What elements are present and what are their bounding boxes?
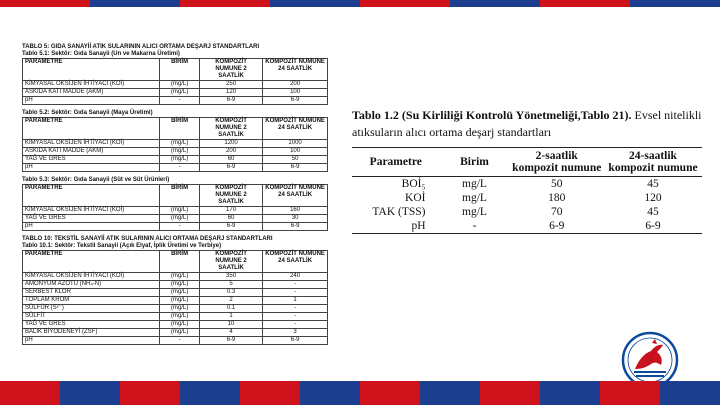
table-header-row (23, 251, 328, 273)
table-5-3 (22, 184, 328, 231)
col-birim: BİRİM (160, 185, 200, 207)
col-2h: KOMPOZİT NUMUNE 2 SAATLİK (199, 185, 262, 207)
cell: (mg/L) (160, 281, 200, 289)
top-stripe-navy (90, 0, 180, 7)
top-stripe-navy (270, 0, 360, 7)
cell: 100 (263, 148, 328, 156)
col-24h: KOMPOZİT NUMUNE 24 SAATLİK (263, 185, 328, 207)
table-row (352, 219, 702, 234)
cell: 6-9 (263, 337, 328, 345)
cell: KOİ (405, 192, 426, 204)
cell: 200 (263, 81, 328, 89)
cell: 60 (199, 156, 262, 164)
table-row (23, 223, 328, 231)
top-stripe-red (540, 0, 630, 7)
col-24h: KOMPOZİT NUMUNE 24 SAATLİK (263, 118, 328, 140)
cell: 6-9 (263, 164, 328, 172)
table-row (23, 337, 328, 345)
cell: KİMYASAL OKSİJEN İHTİYACI (KOİ) (23, 81, 160, 89)
cell: (mg/L) (160, 297, 200, 305)
domestic-wastewater-table (352, 147, 702, 234)
cell: 1000 (263, 140, 328, 148)
cell: 60 (199, 215, 262, 223)
cell: 200 (199, 148, 262, 156)
cell: 180 (548, 192, 566, 204)
table-header-row (23, 59, 328, 81)
cell: - (160, 164, 200, 172)
table-row (23, 281, 328, 289)
cell: - (263, 305, 328, 313)
table-header-row (352, 148, 702, 177)
cell: mg/L (462, 206, 487, 218)
table-row (23, 207, 328, 215)
cell: pH (23, 223, 160, 231)
cell: YAĞ VE GRES (23, 321, 160, 329)
table-row (23, 329, 328, 337)
table52-caption: Tablo 5.2: Sektör: Gıda Sanayii (Maya Üretimi) (22, 110, 153, 116)
bottom-stripe-navy (660, 381, 720, 405)
col-24h: KOMPOZİT NUMUNE 24 SAATLİK (263, 251, 328, 273)
cell: pH (23, 97, 160, 105)
cell: 6-9 (199, 337, 262, 345)
cell: KİMYASAL OKSİJEN İHTİYACI (KOİ) (23, 273, 160, 281)
cell: 240 (263, 273, 328, 281)
cell: 6-9 (263, 223, 328, 231)
table-row (23, 273, 328, 281)
col-2h: KOMPOZİT NUMUNE 2 SAATLİK (199, 59, 262, 81)
bottom-stripe-navy (420, 381, 480, 405)
cell: - (160, 337, 200, 345)
right-title-rest: Evsel nitelikli atıksuların alıcı ortama deşarj standartları (352, 108, 702, 139)
cell: BOİ₅ (401, 178, 426, 190)
table-row (23, 164, 328, 172)
col-birim: BİRİM (160, 251, 200, 273)
table53-caption: Tablo 5.3: Sektör: Gıda Sanayii (Süt ve Süt Ürünleri) (22, 177, 170, 183)
table-5-1 (22, 58, 328, 105)
cell: (mg/L) (160, 289, 200, 297)
table-row (352, 191, 702, 205)
cell: 50 (551, 178, 563, 190)
cell: (mg/L) (160, 89, 200, 97)
cell: (mg/L) (160, 321, 200, 329)
table-10-1 (22, 250, 328, 345)
cell: (mg/L) (160, 81, 200, 89)
top-stripe-navy (630, 0, 720, 7)
top-stripe (0, 0, 720, 7)
cell: 5 (199, 281, 262, 289)
col-parametre: PARAMETRE (23, 118, 160, 140)
cell: 6-9 (604, 219, 702, 234)
cell: 100 (263, 89, 328, 97)
cell: 2 (199, 297, 262, 305)
cell: 350 (199, 273, 262, 281)
cell: mg/L (462, 178, 487, 190)
col-24h: KOMPOZİT NUMUNE 24 SAATLİK (263, 59, 328, 81)
col-birim: BİRİM (160, 118, 200, 140)
table-row (23, 215, 328, 223)
cell: (mg/L) (160, 156, 200, 164)
table-header-row (23, 118, 328, 140)
table-row (23, 97, 328, 105)
bottom-stripe-navy (540, 381, 600, 405)
cell: BALIK BİYODENEYİ (ZSF) (23, 329, 160, 337)
cell: ASKIDA KATI MADDE (AKM) (23, 148, 160, 156)
cell: - (160, 223, 200, 231)
col-parametre: Parametre (352, 148, 440, 177)
cell: 0.1 (199, 305, 262, 313)
bottom-stripe-navy (180, 381, 240, 405)
cell: 30 (263, 215, 328, 223)
cell: - (263, 281, 328, 289)
cell: (mg/L) (160, 140, 200, 148)
top-stripe-red (360, 0, 450, 7)
right-title-bold: Tablo 1.2 (Su Kirliliği Kontrolü Yönetmeliği,Tablo 21). (352, 108, 632, 122)
cell: 160 (263, 207, 328, 215)
bottom-stripe (0, 381, 720, 405)
cell: pH (352, 219, 440, 234)
cell: 6-9 (263, 97, 328, 105)
cell: SÜLFÜR (S²⁻) (23, 305, 160, 313)
cell: 50 (263, 156, 328, 164)
cell: 6-9 (199, 223, 262, 231)
bottom-stripe-red (360, 381, 420, 405)
top-stripe-red (180, 0, 270, 7)
table-row (23, 81, 328, 89)
table10-title: TABLO 10: TEKSTİL SANAYİİ ATIK SULARININ ALICI ORTAMA DEŞARJ STANDARTLARI (22, 236, 273, 242)
cell: (mg/L) (160, 148, 200, 156)
table-row (352, 177, 702, 192)
col-2h: 2-saatlik kompozit numune (510, 148, 605, 177)
table-row (23, 297, 328, 305)
right-table-title (352, 107, 702, 141)
cell: - (263, 289, 328, 297)
top-stripe-navy (450, 0, 540, 7)
cell: 1 (199, 313, 262, 321)
col-2h: KOMPOZİT NUMUNE 2 SAATLİK (199, 251, 262, 273)
cell: - (263, 321, 328, 329)
cell: 6-9 (199, 97, 262, 105)
col-2h: KOMPOZİT NUMUNE 2 SAATLİK (199, 118, 262, 140)
table-5-2 (22, 117, 328, 172)
cell: (mg/L) (160, 305, 200, 313)
logo-wave (636, 375, 664, 377)
cell: (mg/L) (160, 215, 200, 223)
table51-caption: Tablo 5.1: Sektör: Gıda Sanayii (Un ve Makarna Üretimi) (22, 51, 180, 57)
cell: SERBEST KLOR (23, 289, 160, 297)
cell: 6-9 (199, 164, 262, 172)
cell: - (160, 97, 200, 105)
bottom-stripe-red (120, 381, 180, 405)
cell: - (440, 219, 510, 234)
right-standards-block (352, 107, 702, 234)
logo-wave (634, 371, 666, 373)
bottom-stripe-red (0, 381, 60, 405)
cell: AMONYUM AZOTU (NH₄-N) (23, 281, 160, 289)
bottom-stripe-navy (300, 381, 360, 405)
cell: ASKIDA KATI MADDE (AKM) (23, 89, 160, 97)
cell: TOPLAM KROM (23, 297, 160, 305)
cell: 170 (199, 207, 262, 215)
table-row (23, 289, 328, 297)
cell: (mg/L) (160, 207, 200, 215)
cell: TAK (TSS) (372, 206, 426, 218)
bottom-stripe-red (480, 381, 540, 405)
bottom-stripe-navy (60, 381, 120, 405)
cell: YAĞ VE GRES (23, 156, 160, 164)
cell: 45 (647, 178, 659, 190)
cell: - (263, 313, 328, 321)
cell: 120 (644, 192, 662, 204)
cell: (mg/L) (160, 273, 200, 281)
cell: (mg/L) (160, 313, 200, 321)
bottom-stripe-red (240, 381, 300, 405)
cell: 120 (199, 89, 262, 97)
col-birim: BİRİM (160, 59, 200, 81)
table-row (23, 321, 328, 329)
table-row (23, 305, 328, 313)
cell: 45 (647, 206, 659, 218)
table-row (23, 148, 328, 156)
cell: 3 (263, 329, 328, 337)
table-row (23, 89, 328, 97)
cell: YAĞ VE GRES (23, 215, 160, 223)
table-header-row (23, 185, 328, 207)
table-row (23, 313, 328, 321)
cell: SÜLFİT (23, 313, 160, 321)
left-scanned-tables (22, 44, 328, 345)
table5-title: TABLO 5: GIDA SANAYİİ ATIK SULARININ ALICI ORTAMA DEŞARJ STANDARTLARI (22, 44, 260, 50)
cell: KİMYASAL OKSİJEN İHTİYACI (KOİ) (23, 207, 160, 215)
cell: KİMYASAL OKSİJEN İHTİYACI (KOİ) (23, 140, 160, 148)
cell: 250 (199, 81, 262, 89)
cell: 6-9 (510, 219, 605, 234)
cell: 1 (263, 297, 328, 305)
cell: 10 (199, 321, 262, 329)
table-row (352, 205, 702, 219)
col-24h: 24-saatlik kompozit numune (604, 148, 702, 177)
cell: 1200 (199, 140, 262, 148)
col-parametre: PARAMETRE (23, 185, 160, 207)
cell: (mg/L) (160, 329, 200, 337)
table101-caption: Tablo 10.1: Sektör: Tekstil Sanayii (Açık Elyaf, İplik Üretimi ve Terbiye) (22, 243, 222, 249)
table-row (23, 156, 328, 164)
bottom-stripe-red (600, 381, 660, 405)
cell: mg/L (462, 192, 487, 204)
col-birim: Birim (440, 148, 510, 177)
top-stripe-red (0, 0, 90, 7)
cell: 70 (551, 206, 563, 218)
cell: 4 (199, 329, 262, 337)
col-parametre: PARAMETRE (23, 251, 160, 273)
col-parametre: PARAMETRE (23, 59, 160, 81)
cell: pH (23, 337, 160, 345)
table-row (23, 140, 328, 148)
cell: 0.3 (199, 289, 262, 297)
cell: pH (23, 164, 160, 172)
